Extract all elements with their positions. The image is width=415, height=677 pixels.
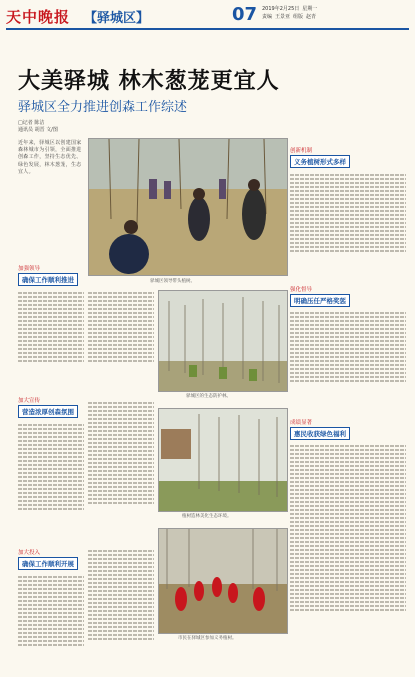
- section-kicker: 加大投入: [18, 550, 41, 556]
- text-column-publicity-b: [88, 400, 154, 540]
- editor-name: 王景亚: [275, 14, 291, 20]
- text-column-investment-a: [18, 574, 84, 670]
- subheadline: 驿城区全力推进创森工作综述: [18, 100, 188, 115]
- headline: 大美驿城 林木葱茏更宜人: [18, 69, 280, 94]
- photo-afforestation: [158, 408, 288, 512]
- editor-label: 责编: [262, 14, 273, 20]
- byline-reporter: □记者 陈洁: [18, 120, 45, 126]
- photo-volunteer-planting: [158, 528, 288, 634]
- photo-shelterbelt: [158, 290, 288, 392]
- section-investment: [18, 548, 78, 570]
- caption-main: 驿城区领导带头植树。: [150, 279, 195, 284]
- caption-afforestation: 植树造林美化生态环境。: [182, 514, 232, 519]
- masthead: [0, 0, 415, 30]
- section-leadership: [18, 264, 78, 286]
- date-info: [262, 5, 320, 21]
- section-publicity: [18, 396, 78, 418]
- intro-text: 近年来，驿城区以创建国家森林城市为引领，全面推进创森工作，坚持生态优先、绿色发展，林木葱茏，生态宜人。: [18, 140, 82, 175]
- caption-volunteer-planting: 市民在驿城区参加义务植树。: [178, 636, 237, 641]
- section-kicker: 强化督导: [290, 287, 313, 293]
- section-results: [290, 418, 350, 440]
- caption-shelterbelt: 驿城区的生态防护林。: [186, 394, 231, 399]
- byline-correspondent: 通讯员 胡晋 文/图: [18, 127, 58, 133]
- layout-label: 组版: [293, 14, 304, 20]
- section-title: 惠民收获绿色福利: [290, 427, 350, 440]
- section-name: 【驿城区】: [84, 11, 150, 26]
- date: 2019年2月25日: [262, 6, 300, 12]
- text-column-results: [290, 443, 406, 667]
- section-supervision: [290, 285, 350, 307]
- section-title: 确保工作顺利开展: [18, 557, 78, 570]
- section-title: 营造浓厚创森氛围: [18, 405, 78, 418]
- section-kicker: 成绩显著: [290, 420, 313, 426]
- text-column-leadership-a: [18, 290, 84, 388]
- section-kicker: 加大宣传: [18, 398, 41, 404]
- section-kicker: 加强领导: [18, 266, 41, 272]
- weekday: 星期一: [302, 6, 318, 12]
- page-number: 07: [232, 4, 258, 25]
- section-title: 明确压任严格奖惩: [290, 294, 350, 307]
- section-innovation: [290, 146, 350, 168]
- header-rule: [6, 28, 409, 30]
- section-kicker: 创新机制: [290, 148, 313, 154]
- newspaper-logo: 天中晚报: [6, 8, 71, 26]
- byline: [18, 120, 78, 134]
- text-column-publicity-a: [18, 422, 84, 540]
- text-column-supervision: [290, 310, 406, 408]
- section-title: 义务植树形式多样: [290, 155, 350, 168]
- text-column-innovation: [290, 172, 406, 276]
- layout-name: 赵青: [306, 14, 317, 20]
- section-title: 确保工作顺利推进: [18, 273, 78, 286]
- photo-tree-planting-main: [88, 138, 288, 276]
- text-column-leadership-b: [88, 290, 154, 388]
- text-column-investment-b: [88, 548, 154, 670]
